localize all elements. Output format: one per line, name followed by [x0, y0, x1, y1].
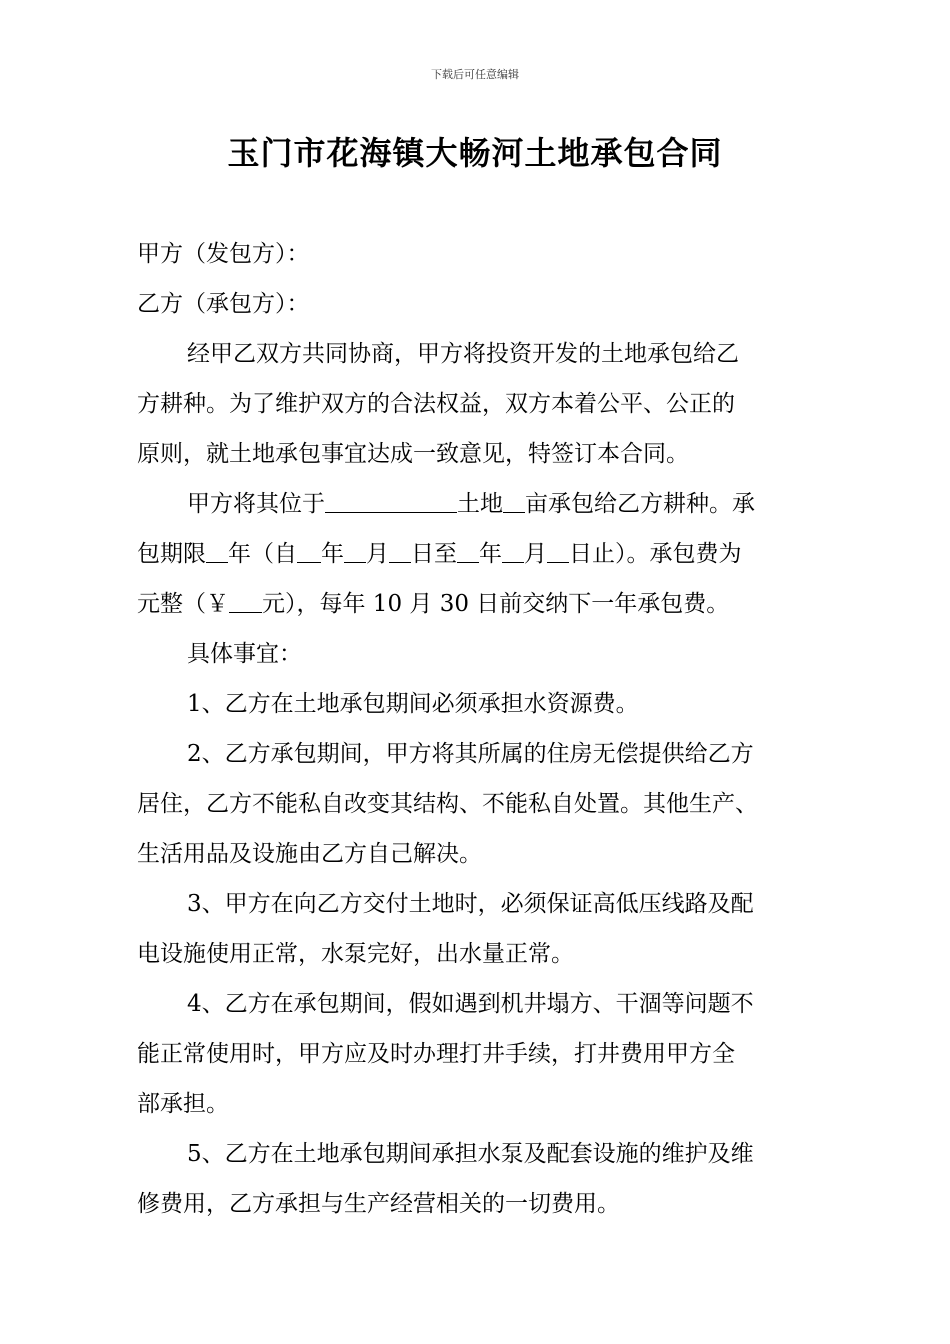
terms-line-2 — [137, 529, 827, 579]
terms-text: 年 — [479, 541, 502, 567]
intro-paragraph — [137, 329, 827, 479]
document-title: 玉门市花海镇大畅河土地承包合同 — [227, 134, 723, 172]
item-4 — [137, 979, 827, 1129]
terms-line-3 — [137, 579, 827, 629]
item-3-line-1: 3、甲方在向乙方交付土地时，必须保证高低压线路及配 — [187, 891, 754, 917]
item-5-line-2: 修费用，乙方承担与生产经营相关的一切费用。 — [137, 1191, 620, 1217]
terms-text: 年（自 — [228, 541, 297, 567]
terms-line-1 — [137, 479, 827, 529]
item-1-line-1: 1、乙方在土地承包期间必须承担水资源费。 — [187, 691, 639, 717]
terms-text: 月 — [366, 541, 389, 567]
intro-line-2: 方耕种。为了维护双方的合法权益，双方本着公平、公正的 — [137, 391, 735, 417]
start-month-blank — [344, 536, 366, 563]
end-year-blank — [457, 536, 479, 563]
terms-text: 亩承包给乙方耕种。承 — [525, 491, 755, 517]
end-day-blank — [547, 536, 569, 563]
item-2-line-3: 生活用品及设施由乙方自己解决。 — [137, 841, 482, 867]
document-body — [137, 229, 827, 1229]
party-b-line: 乙方（承包方）： — [137, 291, 310, 317]
item-4-line-1: 4、乙方在承包期间，假如遇到机井塌方、干涸等问题不 — [187, 991, 754, 1017]
terms-text: 日止）。承包费为 — [569, 541, 742, 567]
item-2 — [137, 729, 827, 879]
terms-text: 年 — [321, 541, 344, 567]
terms-paragraph — [137, 479, 827, 629]
item-3 — [137, 879, 827, 979]
fee-amount-blank — [229, 586, 262, 613]
terms-text: 甲方将其位于 — [187, 491, 325, 517]
terms-text: 包期限 — [137, 541, 206, 567]
item-2-line-2: 居住，乙方不能私自改变其结构、不能私自处置。其他生产、 — [137, 791, 758, 817]
party-a-line: 甲方（发包方）： — [137, 241, 310, 267]
item-5-line-1: 5、乙方在土地承包期间承担水泵及配套设施的维护及维 — [187, 1141, 754, 1167]
end-month-blank — [502, 536, 524, 563]
terms-text: 日至 — [411, 541, 457, 567]
start-day-blank — [389, 536, 411, 563]
area-blank — [503, 486, 525, 513]
item-2-line-1: 2、乙方承包期间，甲方将其所属的住房无偿提供给乙方 — [187, 741, 754, 767]
start-year-blank — [297, 536, 321, 563]
item-5 — [137, 1129, 827, 1229]
terms-text: 元），每年 10 月 30 日前交纳下一年承包费。 — [262, 591, 730, 617]
intro-line-3: 原则，就土地承包事宜达成一致意见，特签订本合同。 — [137, 441, 689, 467]
terms-text: 元整（￥ — [137, 591, 229, 617]
term-years-blank — [206, 536, 228, 563]
terms-text: 土地 — [457, 491, 503, 517]
location-blank — [325, 486, 457, 513]
terms-text: 月 — [524, 541, 547, 567]
item-3-line-2: 电设施使用正常，水泵完好，出水量正常。 — [137, 941, 574, 967]
page-header-note: 下载后可任意编辑 — [431, 68, 519, 81]
item-4-line-3: 部承担。 — [137, 1091, 229, 1117]
specifics-heading: 具体事宜： — [187, 641, 302, 667]
item-4-line-2: 能正常使用时，甲方应及时办理打井手续，打井费用甲方全 — [137, 1041, 735, 1067]
item-1 — [137, 679, 827, 729]
intro-line-1: 经甲乙双方共同协商，甲方将投资开发的土地承包给乙 — [187, 341, 739, 367]
